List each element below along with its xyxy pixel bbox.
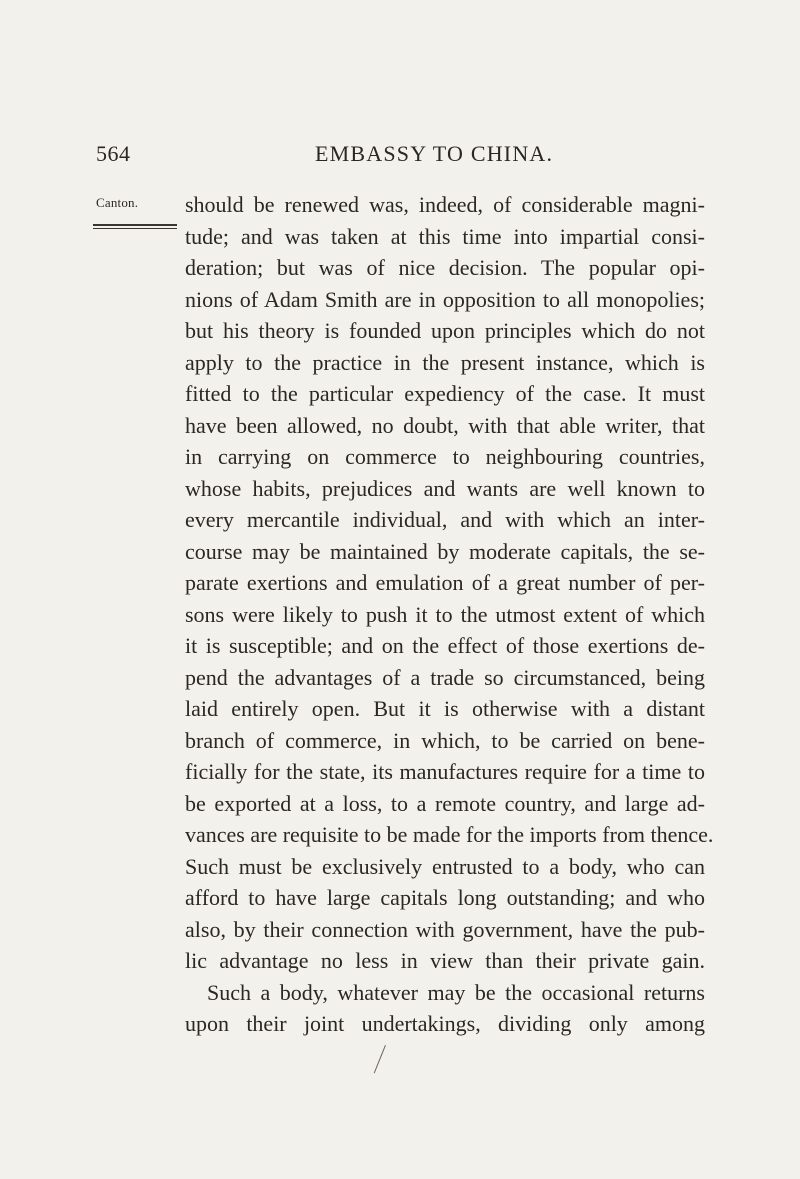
- text-line: deration; but was of nice decision. The popular opi-: [185, 255, 705, 280]
- text-line: vances are requisite to be made for the imports from thence.: [185, 822, 714, 847]
- text-line: apply to the practice in the present instance, which is: [185, 349, 705, 375]
- text-line: tude; and was taken at this time into impartial consi-: [185, 223, 705, 249]
- text-line: Such a body, whatever may be the occasional returns: [207, 979, 705, 1005]
- body-text: [185, 189, 714, 1040]
- text-line: be exported at a loss, to a remote country, and large ad-: [185, 790, 705, 816]
- marginal-rule-thin: [93, 228, 177, 229]
- marginal-note: Canton.: [96, 195, 139, 210]
- text-line: in carrying on commerce to neighbouring countries,: [185, 444, 705, 469]
- text-line: it is susceptible; and on the effect of those exertions de-: [185, 633, 705, 658]
- marginal-rule: [93, 224, 177, 226]
- text-line: fitted to the particular expediency of the case. It must: [185, 381, 705, 406]
- text-line: afford to have large capitals long outstanding; and who: [185, 885, 705, 910]
- text-line: Such must be exclusively entrusted to a body, who can: [185, 853, 705, 879]
- text-line: branch of commerce, in which, to be carried on bene-: [185, 727, 705, 753]
- text-line: lic advantage no less in view than their private gain.: [185, 948, 705, 973]
- page-number: 564: [96, 141, 131, 166]
- text-line: whose habits, prejudices and wants are well known to: [185, 475, 705, 501]
- text-line: course may be maintained by moderate capitals, the se-: [185, 538, 705, 564]
- text-line: pend the advantages of a trade so circumstanced, being: [185, 664, 705, 690]
- text-line: but his theory is founded upon principles which do not: [185, 318, 705, 343]
- text-line: also, by their connection with government, have the pub-: [185, 916, 705, 942]
- text-line: parate exertions and emulation of a great number of per-: [185, 570, 705, 595]
- text-line: upon their joint undertakings, dividing only among: [185, 1011, 705, 1036]
- text-line: every mercantile individual, and with which an inter-: [185, 507, 705, 532]
- stray-pen-mark: [374, 1045, 386, 1073]
- text-line: should be renewed was, indeed, of considerable magni-: [185, 192, 705, 217]
- running-title: EMBASSY TO CHINA.: [315, 141, 554, 166]
- text-line: nions of Adam Smith are in opposition to all monopolies;: [185, 286, 705, 312]
- text-line: ficially for the state, its manufactures require for a time to: [185, 759, 705, 784]
- text-line: laid entirely open. But it is otherwise with a distant: [185, 696, 705, 721]
- text-line: have been allowed, no doubt, with that able writer, that: [185, 412, 705, 438]
- text-line: sons were likely to push it to the utmost extent of which: [185, 601, 705, 627]
